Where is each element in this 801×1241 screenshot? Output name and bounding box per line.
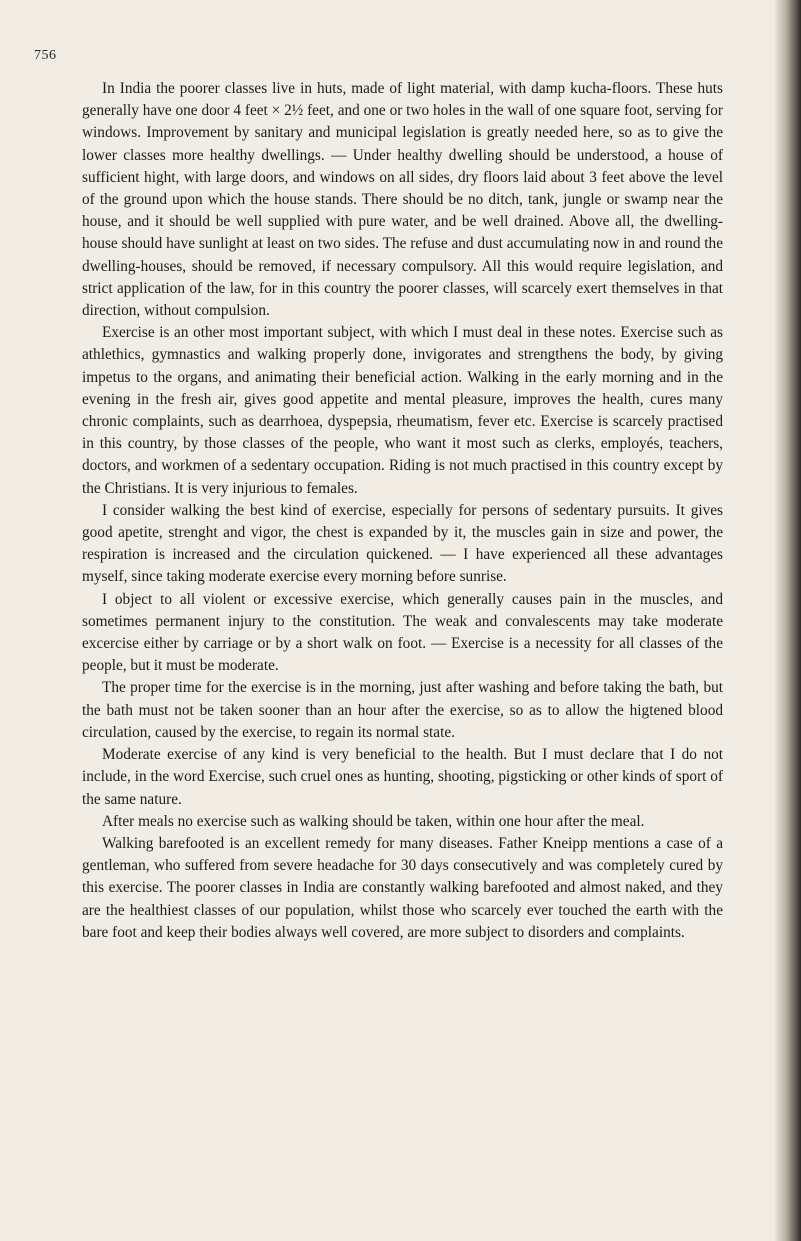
paragraph-after-meals: After meals no exercise such as walking should be taken, within one hour after the meal. xyxy=(102,812,645,830)
paragraph-violent-exercise: I object to all violent or excessive exercise, which generally causes pain in the muscles, and sometimes permanent injury to the constitution. The weak and convalescents may take moderate excercise either by carriage or by a short walk on foot. — Exercise is a necessity for all classes of the people, but it must be moderate. xyxy=(82,590,723,675)
paragraph-housing: In India the poorer classes live in huts, made of light material, with damp kucha-floors. These huts generally have one door 4 feet × 2½ feet, and one or two holes in the wall of one square foot, serving for windows. Improvement by sanitary and municipal legislation is greatly needed here, so as to give the lower classes more healthy dwellings. — Under healthy dwelling should be understood, a house of sufficient hight, with large doors, and windows on all sides, dry floors laid about 3 feet above the level of the ground upon which the house stands. There should be no ditch, tank, jungle or swamp near the house, and it should be well supplied with pure water, and be well drained. Above all, the dwelling-house should have sunlight at least on two sides. The refuse and dust accumulating now in and round the dwelling-houses, should be removed, if necessary compulsory. All this would require legislation, and strict application of the law, for in this country the poorer classes, will scarcely exert themselves in that direction, without compulsion. xyxy=(82,80,723,320)
page-edge-shadow xyxy=(775,0,801,1241)
paragraph-proper-time: The proper time for the exercise is in the morning, just after washing and before taking the bath, but the bath must not be taken sooner than an hour after the exercise, so as to allow the higtened blood circulation, caused by the exercise, to regain its normal state. xyxy=(82,679,723,741)
paragraph-moderate-exercise: Moderate exercise of any kind is very beneficial to the health. But I must declare that I do not include, in the word Exercise, such cruel ones as hunting, shooting, pigsticking or other kinds of sport of the same nature. xyxy=(82,746,723,808)
paragraph-exercise-intro: Exercise is an other most important subject, with which I must deal in these notes. Exercise such as athlethics, gymnastics and walking properly done, invigorates and strengthens the body, by giving impetus to the organs, and animating their beneficial action. Walking in the early morning and in the evening in the fresh air, gives good appetite and mental pleasure, improves the health, cures many chronic complaints, such as dearrhoea, dyspepsia, rheumatism, fever etc. Exercise is scarcely practised in this country, by those classes of the people, who want it most such as clerks, employés, teachers, doctors, and workmen of a sedentary occupation. Riding is not much practised in this country except by the Christians. It is very injurious to females. xyxy=(82,324,723,497)
body-text xyxy=(82,78,723,944)
paragraph-barefoot: Walking barefooted is an excellent remedy for many diseases. Father Kneipp mentions a case of a gentleman, who suffered from severe headache for 30 days consecutively and was completely cured by this exercise. The poorer classes in India are constantly walking barefooted and almost naked, and they are the healthiest classes of our population, whilst those who scarcely ever touched the earth with the bare foot and keep their bodies always well covered, are more subject to disorders and complaints. xyxy=(82,834,723,941)
paragraph-walking: I consider walking the best kind of exercise, especially for persons of sedentary pursuits. It gives good apetite, strenght and vigor, the chest is expanded by it, the muscles gain in size and power, the respiration is increased and the circulation quickened. — I have experienced all these advantages myself, since taking moderate exercise every morning before sunrise. xyxy=(82,501,723,586)
page-number: 756 xyxy=(34,48,57,63)
